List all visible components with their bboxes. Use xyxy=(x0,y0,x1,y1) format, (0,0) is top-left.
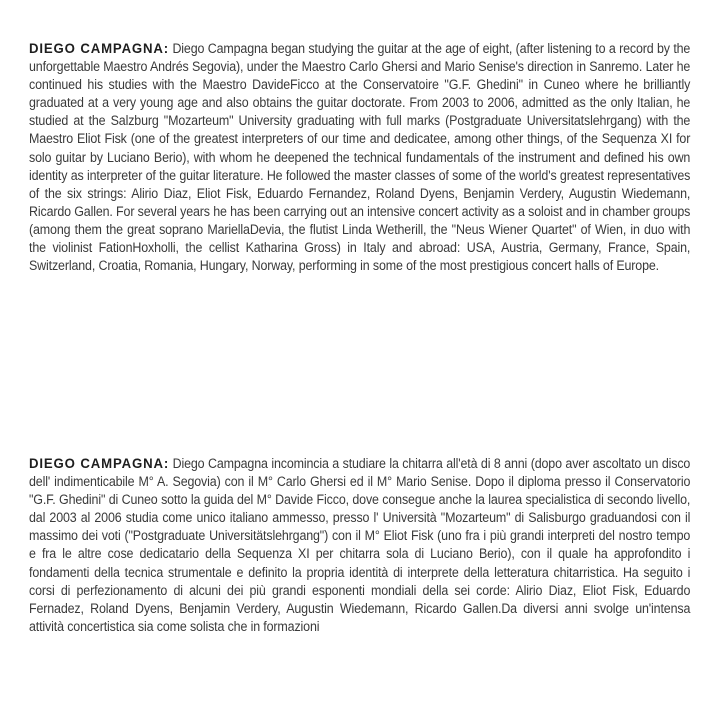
biography-english xyxy=(29,40,690,275)
biography-italian xyxy=(29,455,690,636)
biography-body-text: Diego Campagna incomincia a studiare la chitarra all'età di 8 anni (dopo aver ascoltato un disco dell' indimenticabile M° A. Segovia) con il M° Carlo Ghersi ed il M° Mario Senise. Dopo il diploma presso il Conservatorio "G.F. Ghedini" di Cuneo sotto la guida del M° Davide Ficco, dove consegue anche la laurea specialistica di secondo livello, dal 2003 al 2006 studia come unico italiano ammesso, presso l' Università "Mozarteum" di Salisburgo graduandosi con il massimo dei voti ("Postgraduate Universitätslehrgang") con il M° Eliot Fisk (uno fra i più grandi interpreti del nostro tempo e fra le altre cose dedicatario della Sequenza XI per chitarra sola di Luciano Berio), con il quale ha approfondito i fondamenti della tecnica strumentale e definito la propria identità di interprete della letteratura chitarristica. Ha seguito i corsi di perfezionamento di alcuni dei più grandi esponenti mondiali della sei corde: Alirio Diaz, Eliot Fisk, Eduardo Fernadez, Roland Dyens, Benjamin Verdery, Augustin Wiedemann, Ricardo Gallen.Da diversi anni svolge un'intensa attività concertistica sia come solista che in formazioni xyxy=(29,456,691,634)
biography-name-heading: DIEGO CAMPAGNA: xyxy=(29,41,169,57)
biography-name-heading: DIEGO CAMPAGNA: xyxy=(29,456,170,472)
biography-body-text: Diego Campagna began studying the guitar at the age of eight, (after listening to a record by the unforgettable Maestro Andrés Segovia), under the Maestro Carlo Ghersi and Mario Senise's direction in Sanremo. Later he continued his studies with the Maestro DavideFicco at the Conservatoire "G.F. Ghedini" in Cuneo where he brilliantly graduated at a very young age and also obtains the guitar doctorate. From 2003 to 2006, admitted as the only Italian, he studied at the Salzburg "Mozarteum" University graduating with full marks (Postgraduate Universitatslehrgang) with the Maestro Eliot Fisk (one of the greatest interpreters of our time and dedicatee, among other things, of the Sequenza XI for solo guitar by Luciano Berio), with whom he deepened the technical fundamentals of the instrument and defined his own identity as interpreter of the guitar literature. He followed the master classes of some of the world's greatest representatives of the six strings: Alirio Diaz, Eliot Fisk, Eduardo Fernandez, Roland Dyens, Benjamin Verdery, Augustin Wiedemann, Ricardo Gallen. For several years he has been carrying out an intensive concert activity as a soloist and in chamber groups (among them the great soprano MariellaDevia, the flutist Linda Wetherill, the "Neus Wiener Quartet" of Wien, in duo with the violinist FationHoxholli, the cellist Katharina Gross) in Italy and abroad: USA, Austria, Germany, France, Spain, Switzerland, Croatia, Romania, Hungary, Norway, performing in some of the most prestigious concert halls of Europe. xyxy=(29,41,691,274)
